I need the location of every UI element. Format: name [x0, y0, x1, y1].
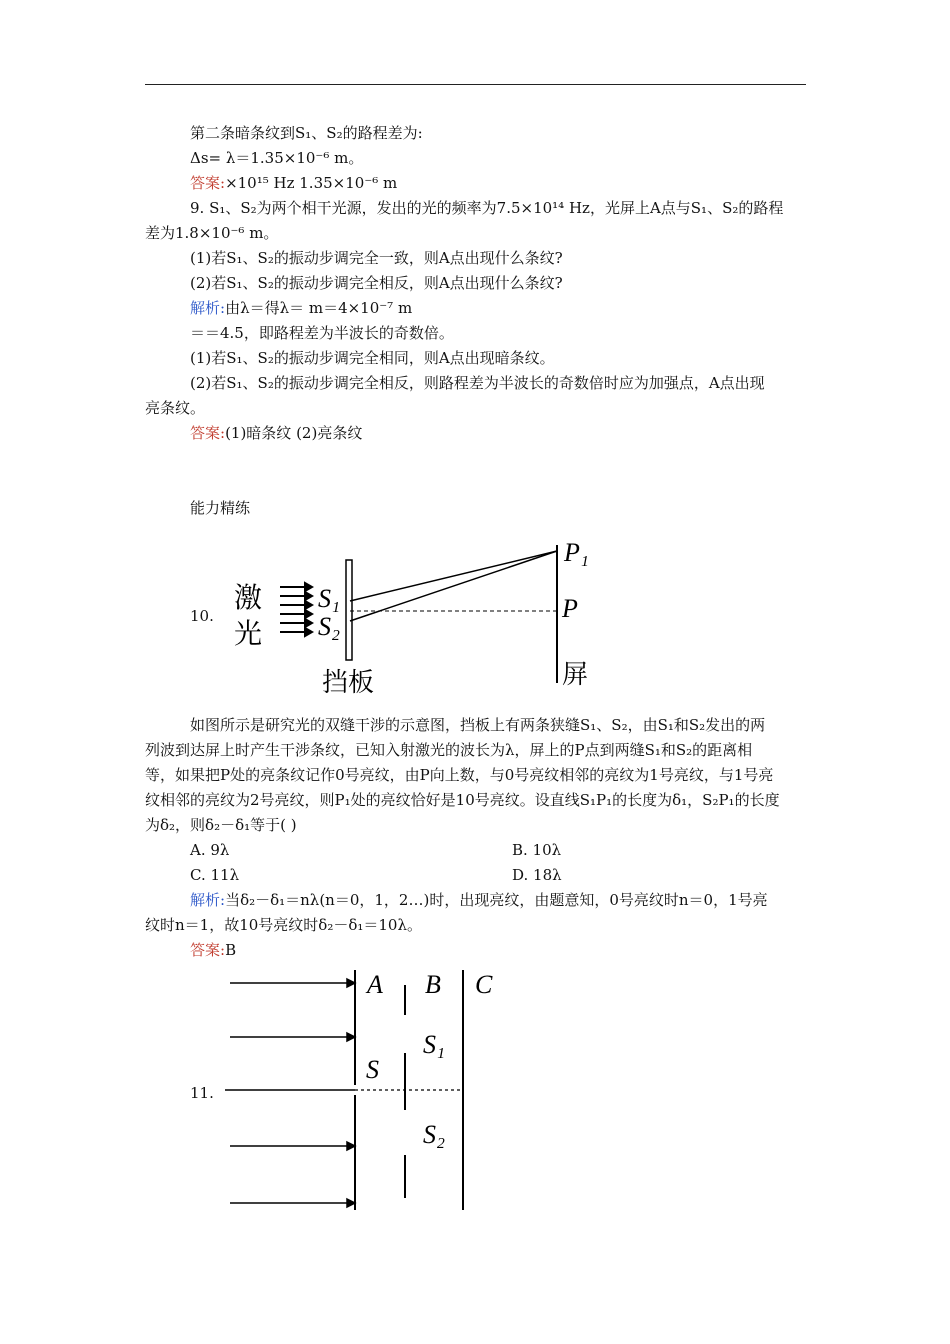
- answer-label: 答案:: [190, 941, 226, 959]
- text-line: Δs= λ＝1.35×10⁻⁶ m。: [190, 149, 364, 167]
- analysis-line: 解析:由λ＝得λ＝ m＝4×10⁻⁷ m: [190, 299, 413, 317]
- question-10-text: 纹相邻的亮纹为2号亮纹，则P₁处的亮纹恰好是10号亮纹。设直线S₁P₁的长度为δ₁，S₂P₁的长度: [145, 791, 780, 809]
- label-screen: 屏: [562, 660, 589, 690]
- text-line: 纹时n＝1，故10号亮纹时δ₂－δ₁＝10λ。: [145, 916, 422, 934]
- question-10-text: 为δ₂，则δ₂－δ₁等于( ): [145, 816, 297, 834]
- barrier: [346, 560, 352, 660]
- text-line: (2)若S₁、S₂的振动步调完全相反，则A点出现什么条纹?: [190, 274, 563, 292]
- text-line: (2)若S₁、S₂的振动步调完全相反，则路程差为半波长的奇数倍时应为加强点，A点出现: [190, 374, 765, 392]
- text-line: ＝＝4.5，即路程差为半波长的奇数倍。: [190, 324, 454, 342]
- answer-label: 答案:: [190, 424, 226, 442]
- label-p1: P₁: [564, 538, 589, 567]
- option-b: B. 10λ: [512, 841, 562, 859]
- label-a: A: [367, 970, 383, 999]
- question-number: 11.: [190, 1084, 214, 1102]
- label-laser-1: 激: [234, 581, 263, 614]
- analysis-label: 解析:: [190, 299, 226, 317]
- figure-young-experiment: [225, 965, 515, 1215]
- answer-line: 答案:×10¹⁵ Hz 1.35×10⁻⁶ m: [190, 174, 398, 192]
- label-s2: S₂: [318, 612, 341, 641]
- label-p: P: [562, 594, 578, 623]
- figure-double-slit: [230, 535, 610, 700]
- option-a: A. 9λ: [190, 841, 230, 859]
- header-rule: [145, 84, 806, 85]
- text-line: 差为1.8×10⁻⁶ m。: [145, 224, 279, 242]
- label-s2: S₂: [423, 1120, 446, 1149]
- label-laser-2: 光: [234, 617, 263, 650]
- question-9: 9. S₁、S₂为两个相干光源，发出的光的频率为7.5×10¹⁴ Hz，光屏上A点与S₁、S₂的路程: [190, 199, 784, 217]
- analysis-line: 解析:当δ₂－δ₁＝nλ(n＝0，1，2…)时，出现亮纹，由题意知，0号亮纹时n＝0，1号亮: [190, 891, 768, 909]
- section-title: 能力精练: [190, 499, 251, 517]
- question-10-text: 等，如果把P处的亮条纹记作0号亮纹，由P向上数，与0号亮纹相邻的亮纹为1号亮纹，与1号亮: [145, 766, 774, 784]
- option-d: D. 18λ: [512, 866, 562, 884]
- label-s1: S₁: [318, 584, 341, 613]
- text-line: 亮条纹。: [145, 399, 206, 417]
- analysis-label: 解析:: [190, 891, 226, 909]
- question-10-text: 如图所示是研究光的双缝干涉的示意图，挡板上有两条狭缝S₁、S₂，由S₁和S₂发出的两: [190, 716, 766, 734]
- answer-line: 答案:B: [190, 941, 237, 959]
- question-number: 10.: [190, 607, 214, 625]
- answer-line: 答案:(1)暗条纹 (2)亮条纹: [190, 424, 363, 442]
- option-c: C. 11λ: [190, 866, 240, 884]
- label-c: C: [475, 970, 493, 999]
- question-10-text: 列波到达屏上时产生干涉条纹，已知入射激光的波长为λ，屏上的P点到两缝S₁和S₂的距离相: [145, 741, 753, 759]
- text-line: (1)若S₁、S₂的振动步调完全一致，则A点出现什么条纹?: [190, 249, 563, 267]
- answer-label: 答案:: [190, 174, 226, 192]
- label-barrier: 挡板: [322, 668, 375, 698]
- label-s1: S₁: [423, 1030, 446, 1059]
- label-s: S: [366, 1055, 379, 1084]
- label-b: B: [425, 970, 441, 999]
- text-line: 第二条暗条纹到S₁、S₂的路程差为:: [190, 124, 423, 142]
- text-line: (1)若S₁、S₂的振动步调完全相同，则A点出现暗条纹。: [190, 349, 555, 367]
